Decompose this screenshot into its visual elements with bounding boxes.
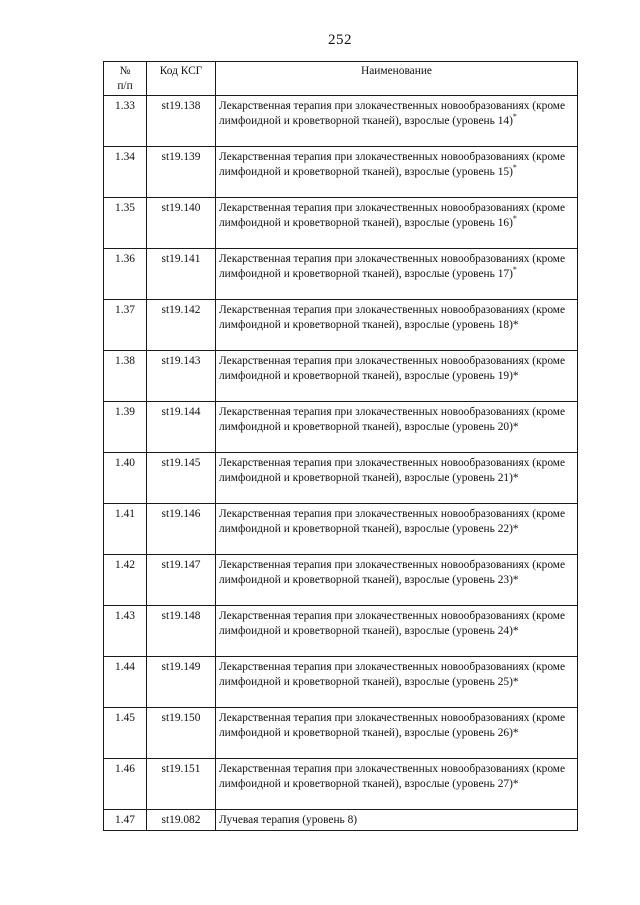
row-name-text: Лекарственная терапия при злокачественных новообразованиях (кроме лимфоидной и кроветворной тканей), взрослые (уровень 22)* xyxy=(219,508,566,535)
row-name xyxy=(216,300,578,351)
row-name xyxy=(216,504,578,555)
page-number: 252 xyxy=(328,32,352,48)
table-header xyxy=(104,62,578,96)
row-number: 1.46 xyxy=(104,759,147,810)
row-number: 1.43 xyxy=(104,606,147,657)
row-name-text: Лекарственная терапия при злокачественных новообразованиях (кроме лимфоидной и кроветворной тканей), взрослые (уровень 21)* xyxy=(219,457,566,484)
row-name xyxy=(216,351,578,402)
header-num-abbrev: п/п xyxy=(117,79,133,92)
table-row xyxy=(104,198,578,249)
row-ksg-code: st19.146 xyxy=(147,504,216,555)
header-num xyxy=(104,62,147,96)
row-number: 1.39 xyxy=(104,402,147,453)
row-name xyxy=(216,453,578,504)
table-row xyxy=(104,555,578,606)
row-footnote-mark: * xyxy=(512,264,517,274)
header-num-symbol: № xyxy=(119,65,131,77)
row-ksg-code: st19.149 xyxy=(147,657,216,708)
row-footnote-mark: * xyxy=(512,111,517,121)
row-number: 1.41 xyxy=(104,504,147,555)
table-row xyxy=(104,606,578,657)
row-ksg-code: st19.138 xyxy=(147,96,216,147)
row-footnote-mark: * xyxy=(512,213,517,223)
row-ksg-code: st19.144 xyxy=(147,402,216,453)
header-row xyxy=(104,62,578,96)
row-number: 1.37 xyxy=(104,300,147,351)
row-name-text: Лекарственная терапия при злокачественных новообразованиях (кроме лимфоидной и кроветворной тканей), взрослые (уровень 23)* xyxy=(219,559,566,586)
row-ksg-code: st19.150 xyxy=(147,708,216,759)
row-name xyxy=(216,147,578,198)
row-name-text: Лучевая терапия (уровень 8) xyxy=(219,814,358,827)
row-name xyxy=(216,198,578,249)
row-ksg-code: st19.139 xyxy=(147,147,216,198)
row-number: 1.44 xyxy=(104,657,147,708)
row-name xyxy=(216,96,578,147)
table-row xyxy=(104,96,578,147)
row-name xyxy=(216,606,578,657)
row-number: 1.45 xyxy=(104,708,147,759)
row-number: 1.35 xyxy=(104,198,147,249)
table-row xyxy=(104,249,578,300)
row-number: 1.33 xyxy=(104,96,147,147)
row-ksg-code: st19.151 xyxy=(147,759,216,810)
row-name xyxy=(216,759,578,810)
row-number: 1.47 xyxy=(104,810,147,831)
row-name xyxy=(216,810,578,831)
table-row xyxy=(104,300,578,351)
table-row xyxy=(104,351,578,402)
row-name xyxy=(216,249,578,300)
row-ksg-code: st19.148 xyxy=(147,606,216,657)
row-name-text: Лекарственная терапия при злокачественных новообразованиях (кроме лимфоидной и кроветворной тканей), взрослые (уровень 25)* xyxy=(219,661,566,688)
row-name-text: Лекарственная терапия при злокачественных новообразованиях (кроме лимфоидной и кроветворной тканей), взрослые (уровень 17) xyxy=(219,253,566,280)
row-number: 1.36 xyxy=(104,249,147,300)
row-name-text: Лекарственная терапия при злокачественных новообразованиях (кроме лимфоидной и кроветворной тканей), взрослые (уровень 20)* xyxy=(219,406,566,433)
ksg-table xyxy=(103,61,578,831)
row-number: 1.38 xyxy=(104,351,147,402)
row-name-text: Лекарственная терапия при злокачественных новообразованиях (кроме лимфоидной и кроветворной тканей), взрослые (уровень 26)* xyxy=(219,712,566,739)
row-name-text: Лекарственная терапия при злокачественных новообразованиях (кроме лимфоидной и кроветворной тканей), взрослые (уровень 27)* xyxy=(219,763,566,790)
row-ksg-code: st19.141 xyxy=(147,249,216,300)
row-ksg-code: st19.142 xyxy=(147,300,216,351)
row-number: 1.34 xyxy=(104,147,147,198)
table-row xyxy=(104,402,578,453)
row-name xyxy=(216,402,578,453)
row-name xyxy=(216,708,578,759)
row-ksg-code: st19.145 xyxy=(147,453,216,504)
row-name xyxy=(216,657,578,708)
table-row xyxy=(104,453,578,504)
row-name-text: Лекарственная терапия при злокачественных новообразованиях (кроме лимфоидной и кроветворной тканей), взрослые (уровень 24)* xyxy=(219,610,566,637)
row-name-text: Лекарственная терапия при злокачественных новообразованиях (кроме лимфоидной и кроветворной тканей), взрослые (уровень 19)* xyxy=(219,355,566,382)
table-row xyxy=(104,810,578,831)
row-number: 1.42 xyxy=(104,555,147,606)
row-number: 1.40 xyxy=(104,453,147,504)
row-ksg-code: st19.147 xyxy=(147,555,216,606)
header-code: Код КСГ xyxy=(147,62,216,96)
header-name: Наименование xyxy=(216,62,578,96)
table-row xyxy=(104,657,578,708)
row-name-text: Лекарственная терапия при злокачественных новообразованиях (кроме лимфоидной и кроветворной тканей), взрослые (уровень 15) xyxy=(219,151,566,178)
table-row xyxy=(104,504,578,555)
row-name xyxy=(216,555,578,606)
table-row xyxy=(104,759,578,810)
row-name-text: Лекарственная терапия при злокачественных новообразованиях (кроме лимфоидной и кроветворной тканей), взрослые (уровень 18)* xyxy=(219,304,566,331)
row-ksg-code: st19.082 xyxy=(147,810,216,831)
row-footnote-mark: * xyxy=(512,162,517,172)
row-ksg-code: st19.140 xyxy=(147,198,216,249)
table-row xyxy=(104,147,578,198)
row-ksg-code: st19.143 xyxy=(147,351,216,402)
table-row xyxy=(104,708,578,759)
row-name-text: Лекарственная терапия при злокачественных новообразованиях (кроме лимфоидной и кроветворной тканей), взрослые (уровень 16) xyxy=(219,202,566,229)
row-name-text: Лекарственная терапия при злокачественных новообразованиях (кроме лимфоидной и кроветворной тканей), взрослые (уровень 14) xyxy=(219,100,566,127)
table-body xyxy=(104,96,578,831)
